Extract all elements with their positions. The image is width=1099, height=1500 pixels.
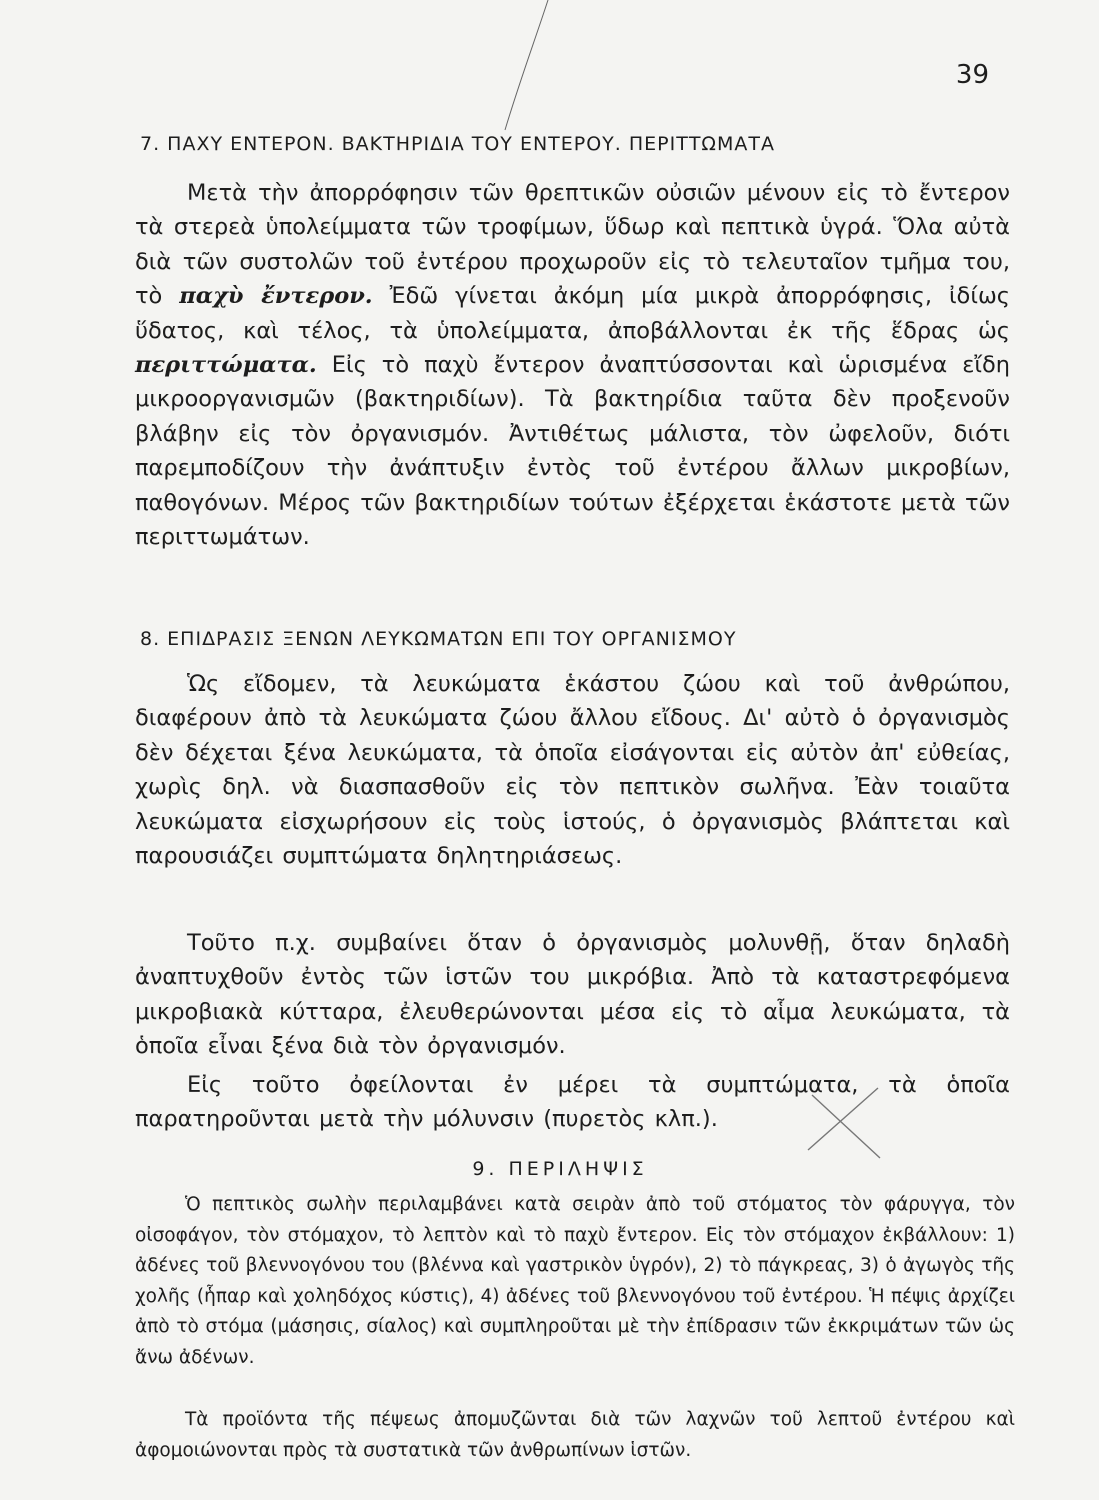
section-7-body: [135, 176, 1010, 554]
pencil-stroke-top: [505, 0, 548, 130]
section-8-text-3: Εἰς τοῦτο ὀφείλονται ἐν μέρει τὰ συμπτώματα, τὰ ὁποῖα παρατηροῦνται μετὰ τὴν μόλυνσιν (πυρετὸς κλπ.).: [135, 1072, 1010, 1133]
section-8-paragraph-1: [135, 667, 1010, 873]
section-7-heading: 7. ΠΑΧΥ ΕΝΤΕΡΟΝ. ΒΑΚΤΗΡΙΔΙΑ ΤΟΥ ΕΝΤΕΡΟΥ. ΠΕΡΙΤΤΩΜΑΤΑ: [140, 133, 775, 155]
section-9-paragraph-1: [135, 1190, 1015, 1373]
section-9-paragraph-2: [135, 1405, 1015, 1466]
section-9-text-2: Τὰ προϊόντα τῆς πέψεως ἀπομυζῶνται διὰ τῶν λαχνῶν τοῦ λεπτοῦ ἐντέρου καὶ ἀφομοιώνονται πρὸς τὰ συστατικὰ τῶν ἀνθρωπίνων ἱστῶν.: [135, 1409, 1015, 1461]
term-feces: περιττώματα.: [135, 352, 317, 379]
section-7-text-c: Εἰς τὸ παχὺ ἔντερον ἀναπτύσσονται καὶ ὡρισμένα εἴδη μικροοργανισμῶν (βακτηριδίων). Τὰ βακτηρίδια ταῦτα δὲν προξενοῦν βλάβην εἰς τὸν ὀργανισμόν. Ἀντιθέτως μάλιστα, τὸν ὠφελοῦν, διότι παρεμποδίζουν τὴν ἀνάπτυξιν ἐντὸς τοῦ ἐντέρου ἄλλων μικροβίων, παθογόνων. Μέρος τῶν βακτηριδίων τούτων ἐξέρχεται ἑκάστοτε μετὰ τῶν περιττωμάτων.: [135, 352, 1010, 551]
section-8-paragraph-3: [135, 1068, 1010, 1137]
section-7-text-b: Ἐδῶ γίνεται ἀκόμη μία μικρὰ ἀπορρόφησις, ἰδίως ὕδατος, καὶ τέλος, τὰ ὑπολείμματα, ἀποβάλλονται ἐκ τῆς ἕδρας ὡς: [135, 283, 1010, 344]
page-number: 39: [955, 60, 989, 90]
section-8-paragraph-2: [135, 926, 1010, 1064]
section-8-text-2: Τοῦτο π.χ. συμβαίνει ὅταν ὁ ὀργανισμὸς μολυνθῇ, ὅταν δηλαδὴ ἀναπτυχθοῦν ἐντὸς τῶν ἱστῶν του μικρόβια. Ἀπὸ τὰ καταστρεφόμενα μικροβιακὰ κύτταρα, ἐλευθερώνονται μέσα εἰς τὸ αἷμα λευκώματα, τὰ ὁποῖα εἶναι ξένα διὰ τὸν ὀργανισμόν.: [135, 930, 1010, 1060]
section-8-heading: 8. ΕΠΙΔΡΑΣΙΣ ΞΕΝΩΝ ΛΕΥΚΩΜΑΤΩΝ ΕΠΙ ΤΟΥ ΟΡΓΑΝΙΣΜΟΥ: [140, 628, 737, 650]
term-large-intestine: παχὺ ἔντερον.: [179, 283, 373, 310]
section-8-text-1: Ὡς εἴδομεν, τὰ λευκώματα ἑκάστου ζώου καὶ τοῦ ἀνθρώπου, διαφέρουν ἀπὸ τὰ λευκώματα ζώου ἄλλου εἴδους. Δι' αὐτὸ ὁ ὀργανισμὸς δὲν δέχεται ξένα λευκώματα, τὰ ὁποῖα εἰσάγονται εἰς αὐτὸν ἀπ' εὐθείας, χωρὶς δηλ. νὰ διασπασθοῦν εἰς τὸν πεπτικὸν σωλῆνα. Ἐὰν τοιαῦτα λευκώματα εἰσχωρήσουν εἰς τοὺς ἱστούς, ὁ ὀργανισμὸς βλάπτεται καὶ παρουσιάζει συμπτώματα δηλητηριάσεως.: [135, 671, 1010, 870]
section-9-heading: 9. ΠΕΡΙΛΗΨΙΣ: [472, 1158, 648, 1180]
section-7-text-a: Μετὰ τὴν ἀπορρόφησιν τῶν θρεπτικῶν οὐσιῶν μένουν εἰς τὸ ἔντερον τὰ στερεὰ ὑπολείμματα τῶν τροφίμων, ὕδωρ καὶ πεπτικὰ ὑγρά. Ὅλα αὐτὰ διὰ τῶν συστολῶν τοῦ ἐντέρου προχωροῦν εἰς τὸ τελευταῖον τμῆμα του, τὸ: [135, 180, 1010, 310]
section-9-text-1: Ὁ πεπτικὸς σωλὴν περιλαμβάνει κατὰ σειρὰν ἀπὸ τοῦ στόματος τὸν φάρυγγα, τὸν οἰσοφάγον, τὸν στόμαχον, τὸ λεπτὸν καὶ τὸ παχὺ ἔντερον. Εἰς τὸν στόμαχον ἐκβάλλουν: 1) ἀδένες τοῦ βλεννογόνου του (βλέννα καὶ γαστρικὸν ὑγρόν), 2) τὸ πάγκρεας, 3) ὁ ἀγωγὸς τῆς χολῆς (ἧπαρ καὶ χοληδόχος κύστις), 4) ἀδένες τοῦ βλεννογόνου τοῦ ἐντέρου. Ἡ πέψις ἀρχίζει ἀπὸ τὸ στόμα (μάσησις, σίαλος) καὶ συμπληροῦται μὲ τὴν ἐπίδρασιν τῶν ἐκκριμάτων τῶν ὡς ἄνω ἀδένων.: [135, 1194, 1015, 1368]
